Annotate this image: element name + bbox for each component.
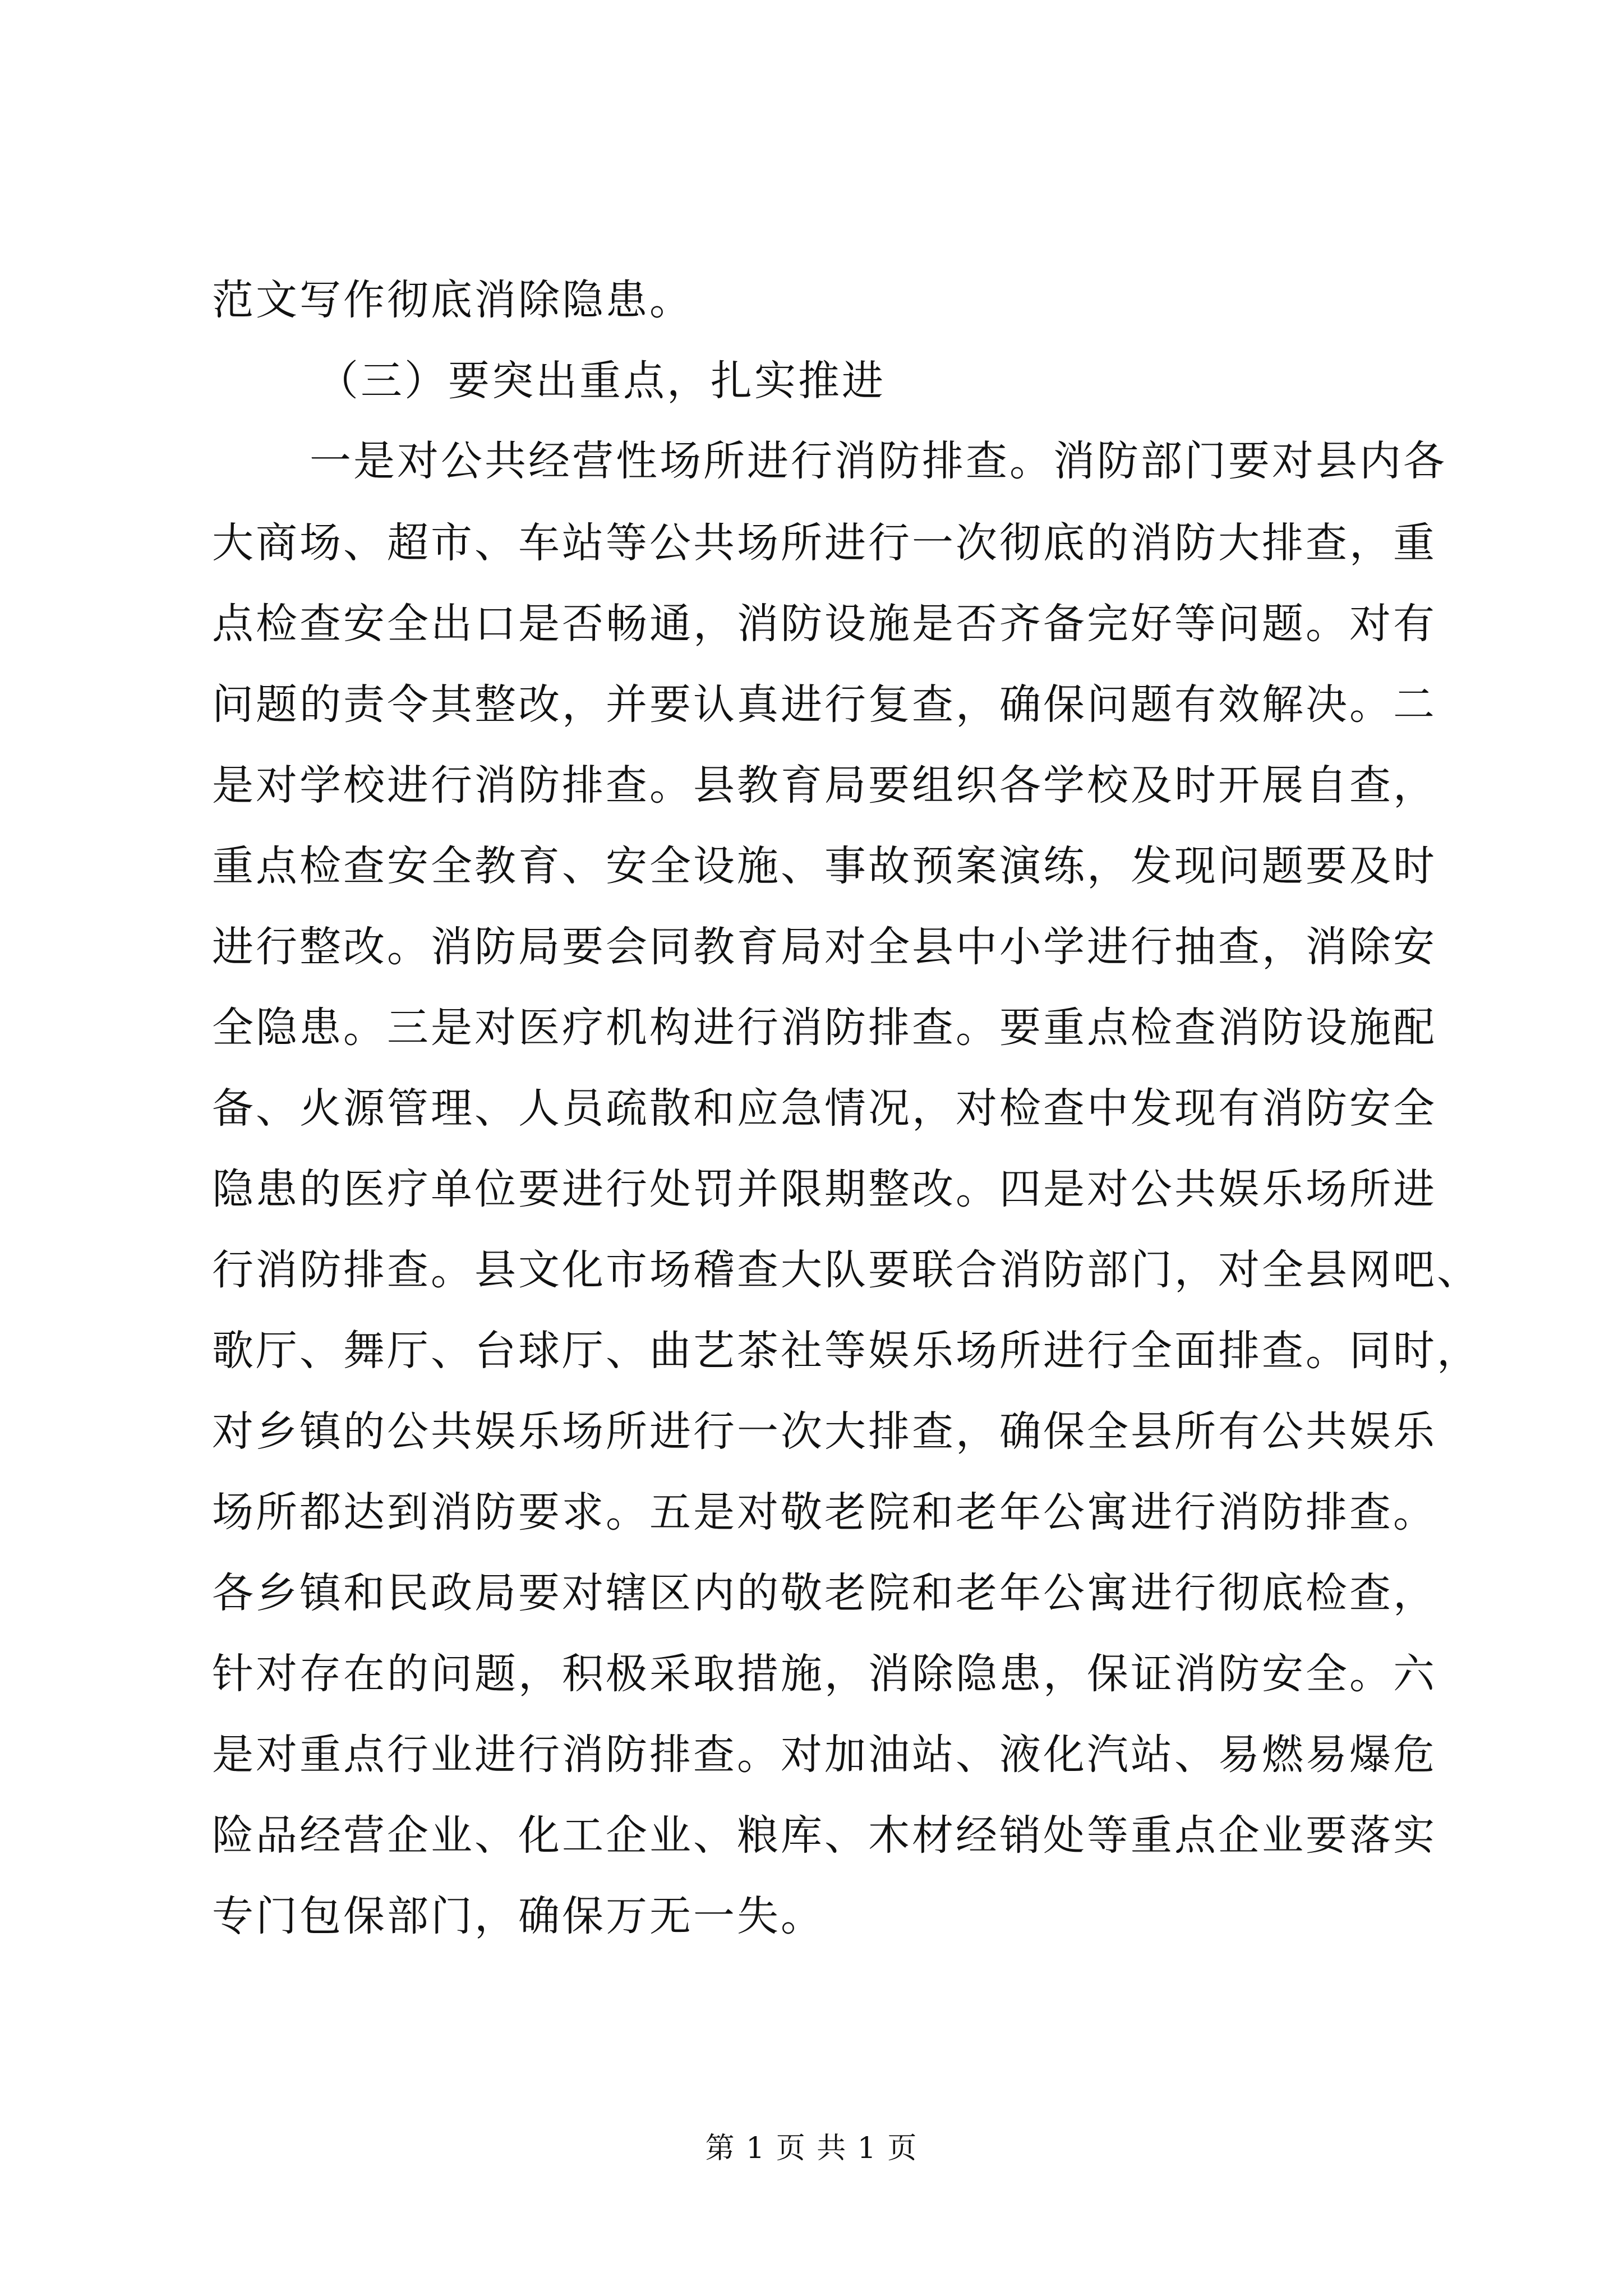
text-line: 针对存在的问题，积极采取措施，消除隐患，保证消防安全。六 <box>212 1650 1437 1698</box>
section-heading: （三）要突出重点，扎实推进 <box>317 357 886 405</box>
text-line: 是对重点行业进行消防排查。对加油站、液化汽站、易燃易爆危 <box>212 1731 1437 1779</box>
text-line: 重点检查安全教育、安全设施、事故预案演练，发现问题要及时 <box>212 842 1437 890</box>
text-line: 全隐患。三是对医疗机构进行消防排查。要重点检查消防设施配 <box>212 1004 1437 1052</box>
text-line: 各乡镇和民政局要对辖区内的敬老院和老年公寓进行彻底检查， <box>212 1569 1437 1617</box>
text-line: 问题的责令其整改，并要认真进行复查，确保问题有效解决。二 <box>212 680 1437 729</box>
text-line: 点检查安全出口是否畅通，消防设施是否齐备完好等问题。对有 <box>212 600 1437 648</box>
text-line: 歌厅、舞厅、台球厅、曲艺茶社等娱乐场所进行全面排查。同时， <box>212 1327 1481 1375</box>
text-line: 是对学校进行消防排查。县教育局要组织各学校及时开展自查， <box>212 761 1437 809</box>
text-line: 场所都达到消防要求。五是对敬老院和老年公寓进行消防排查。 <box>212 1488 1437 1536</box>
text-line: 进行整改。消防局要会同教育局对全县中小学进行抽查，消除安 <box>212 923 1437 971</box>
text-line: 范文写作彻底消除隐患。 <box>212 276 693 324</box>
page-footer: 第 1 页 共 1 页 <box>705 2132 918 2165</box>
text-line: 行消防排查。县文化市场稽查大队要联合消防部门，对全县网吧、 <box>212 1246 1481 1294</box>
text-line: 备、火源管理、人员疏散和应急情况，对检查中发现有消防安全 <box>212 1084 1437 1133</box>
text-line: 隐患的医疗单位要进行处罚并限期整改。四是对公共娱乐场所进 <box>212 1165 1437 1213</box>
text-line: 险品经营企业、化工企业、粮库、木材经销处等重点企业要落实 <box>212 1811 1437 1860</box>
text-line: 专门包保部门，确保万无一失。 <box>212 1892 824 1940</box>
text-line: 对乡镇的公共娱乐场所进行一次大排查，确保全县所有公共娱乐 <box>212 1407 1437 1456</box>
text-line: 一是对公共经营性场所进行消防排查。消防部门要对县内各 <box>310 437 1447 485</box>
text-line: 大商场、超市、车站等公共场所进行一次彻底的消防大排查，重 <box>212 519 1437 567</box>
